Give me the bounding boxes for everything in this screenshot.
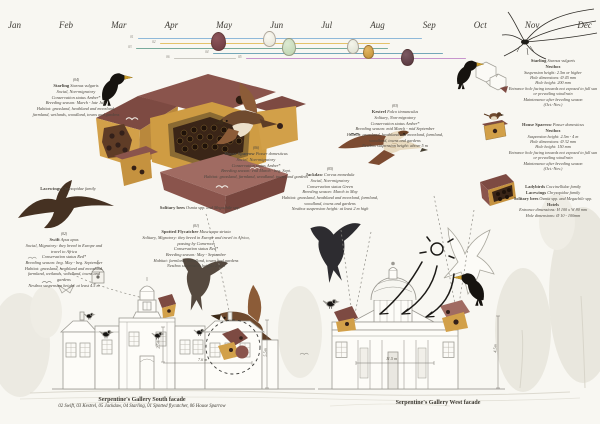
species-habitat: Habitat: farmland, woodland, towns and gardens [153,257,239,263]
spec-latin: Passer domesticus [552,122,584,127]
species-name: Swift [49,237,60,242]
month-label: Aug [370,20,385,30]
breeding-line-label: 02 [152,40,156,44]
spec-line: Entrance dimensions: H 100 x W 80 mm [519,207,587,213]
species-number: (02) [60,232,68,236]
egg-illustration [347,39,359,54]
species-note-swift [22,232,106,288]
species-name: Starling [53,83,70,88]
egg-illustration [363,45,374,59]
month-timeline [8,20,592,30]
spec-latin: Sturnus vulgaris [547,58,576,63]
month-label: Oct [473,20,487,30]
month-label: Nov [524,20,540,30]
species-number: (05) [326,167,334,171]
species-habitat: Habitat: grassland, heathland and moorland, farmland, wetlands, woodland, towns and gardens [32,106,120,117]
month-label: Sep [422,20,436,30]
month-label: Feb [59,20,74,30]
month-label: Mar [111,20,127,30]
species-status: Conservation status Red* [41,254,87,260]
month-label: Apr [164,20,179,30]
species-season: Breeding season: March to May [302,189,358,195]
species-number: (06) [252,146,260,150]
spec-latin: Osmia spp. and Megachile spp. [539,195,593,201]
species-status: Conservation status Amber* [51,94,101,100]
spec-line: Hole height: 150 mm [535,144,571,150]
egg-illustration [401,49,414,66]
breeding-line-label: 05 [238,55,242,59]
species-number: (04) [72,78,80,82]
spec-latin: Coccinellidae family [546,184,581,189]
species-season: Breeding season: mid March - mid September [355,126,435,132]
spec-line: Hole dimensions: Ø 10 - 100mm [525,212,581,218]
egg-illustration [282,38,296,56]
spec-type: Nestbox [545,127,561,133]
spec-name: Lacewings [525,189,547,195]
species-latin: Falco tinnunculus [387,109,419,114]
species-latin: Muscicapa striata [199,229,231,234]
south-height-dimension: 2.5m [155,340,161,349]
species-season: Breeding season: May - September [165,252,227,258]
species-season: Breeding season: March - late July [45,100,107,106]
sun-doodle [420,237,454,258]
spec-name: Starling [530,58,547,63]
species-status: Conservation status Amber* [370,120,420,126]
species-nestbox-height: Nestbox suspension height: above 5 m [362,143,428,149]
species-note-spotted-flycatcher [140,224,252,269]
breeding-line-label: 04 [205,50,209,54]
spec-line: Hole dimensions: Ø 32 mm [530,139,576,145]
label-name: Solitary bees [159,205,185,210]
species-latin: Passer domesticus [255,151,288,156]
species-latin: Apus apus [60,237,79,242]
month-label: May [216,20,233,30]
label-latin: Chrysopidae family [61,186,96,191]
west-right-dimension: 4.5m [492,344,498,353]
spec-name: Ladybirds [525,184,546,189]
spec-line: (Oct.-Nov.) [543,166,563,172]
species-nestbox-height: Nestbox suspension height: 2-4 m [166,263,225,269]
species-status: Conservation status Red* [173,246,219,252]
nestbox-wireframe-illustration [476,62,508,93]
spec-line: Maintenance after breeding season [523,160,583,166]
species-status: Conservation status Green [307,183,353,189]
spec-name: House Sparrow [522,122,552,127]
species-habitat: Habitat: grassland, farmland, woodland, towns and gardens [203,174,309,180]
breeding-line-01 [138,38,422,39]
species-sociality: Social, Migratory: they breed in Europe and travel to Africa [25,243,103,254]
species-latin: Sturnus vulgaris [70,83,99,88]
month-label: Jul [321,20,333,30]
spec-line: Entrance hole facing towards not exposed to full sun or prevailing wind/rain [508,149,598,161]
caption-title: Serpentine's Gallery West facade [395,400,481,406]
spec-line: Hole height: 200 mm [535,80,571,86]
species-season: Breeding season: beg. May - beg. September [25,260,103,266]
breeding-line-label: 03 [128,45,132,49]
species-habitat: Habitat: grassland, heathland and moorland, farmland, woodland, towns and gardens [346,132,444,143]
south-right-dimension: 5.5m [262,348,268,357]
lacewings-label [18,186,118,192]
month-label: Jun [270,20,284,30]
species-name: Spotted Flycatcher [161,229,199,234]
species-sociality: Solitary, Migratory: they breed in Europe and travel to Africa, passing by Cameroon [142,235,250,246]
egg-illustration [211,32,226,51]
species-note-kestrel [340,104,450,149]
breeding-line-05 [246,58,466,59]
spec-line: Maintenance after breeding season [523,96,583,102]
south-width-dimension: 7.6 m [198,357,208,362]
spec-type: Nestbox [545,63,561,69]
spec-latin: Chrysopidae family [547,189,581,195]
species-number: (01) [192,224,200,228]
month-label: Jan [8,20,21,30]
birdhouse-cluster-illustration [96,74,306,214]
caption-species-list: 02 Swift, 03 Kestrel, 05 Jackdaw, 04 Starling, 01 Spotted flycatcher, 06 House Sparrow [58,404,226,409]
species-name: Kestrel [371,109,386,114]
species-number: (03) [391,104,399,108]
species-note-starling [28,78,124,117]
species-nestbox-height: Nestbox suspension height: at least 4.5 m [28,282,100,288]
species-status: Conservation status Amber* [231,162,281,168]
spec-line: Suspension height: 2.5m - 4 m [527,133,579,139]
species-sociality: Social, Non-migratory [310,178,350,184]
species-name: House Sparrow [224,151,255,156]
species-latin: Corvus monedula [324,172,355,177]
spec-line: (Oct.-Nov.) [543,102,563,108]
breeding-line-label: 01 [130,35,134,39]
spec-line: Hole dimensions: Ø 45 mm [530,75,576,81]
spec-line: Suspension height: 2.5m or higher [524,69,582,75]
month-label: Dec [577,20,592,30]
species-sociality: Social, Non-migratory [56,89,96,95]
species-name: Jackdaw [305,172,323,177]
species-nestbox-height: Nestbox suspension height: at least 2 m high [291,206,369,212]
label-name: Lacewings [40,186,61,191]
jackdaw-illustration [310,223,360,283]
nestbox-spec-house-sparrow [508,122,598,172]
species-season: Breeding season: end March - beg. Sept. [221,168,291,174]
caption-title: Serpentine's Gallery South facade [98,397,186,403]
west-facade-caption [348,400,528,406]
nestbox-spec-starling [508,58,598,108]
root-sketch [502,9,597,59]
south-facade-drawing [52,277,315,389]
sparrow-nestbox-illustration [482,112,508,140]
spec-name: Solitary bees [513,195,539,201]
species-sociality: Social, Non-migratory [236,157,276,163]
species-habitat: Habitat: grassland, heathland and moorland, farmland, woodland, towns and gardens [281,195,379,206]
breeding-line-06 [174,58,236,59]
egg-illustration [263,31,276,47]
species-habitat: Habitat: grassland, heathland and moorland, farmland, wetlands, woodland, towns and gardens [24,265,104,283]
spec-line: Entrance hole facing towards not exposed to full sun or prevailing wind/rain [508,85,598,97]
label-latin: Osmia spp. and Megachile spp. [186,205,241,210]
breeding-line-label: 06 [166,55,170,59]
west-width-dimension: 11.5 m [386,356,398,361]
spec-type: Hotels [547,201,559,207]
solitary-bees-label [140,205,260,211]
species-sociality: Solitary, Non-migratory [374,115,416,121]
insect-hotel-spec [506,184,600,218]
south-facade-caption [42,397,242,409]
species-note-jackdaw [278,167,382,212]
